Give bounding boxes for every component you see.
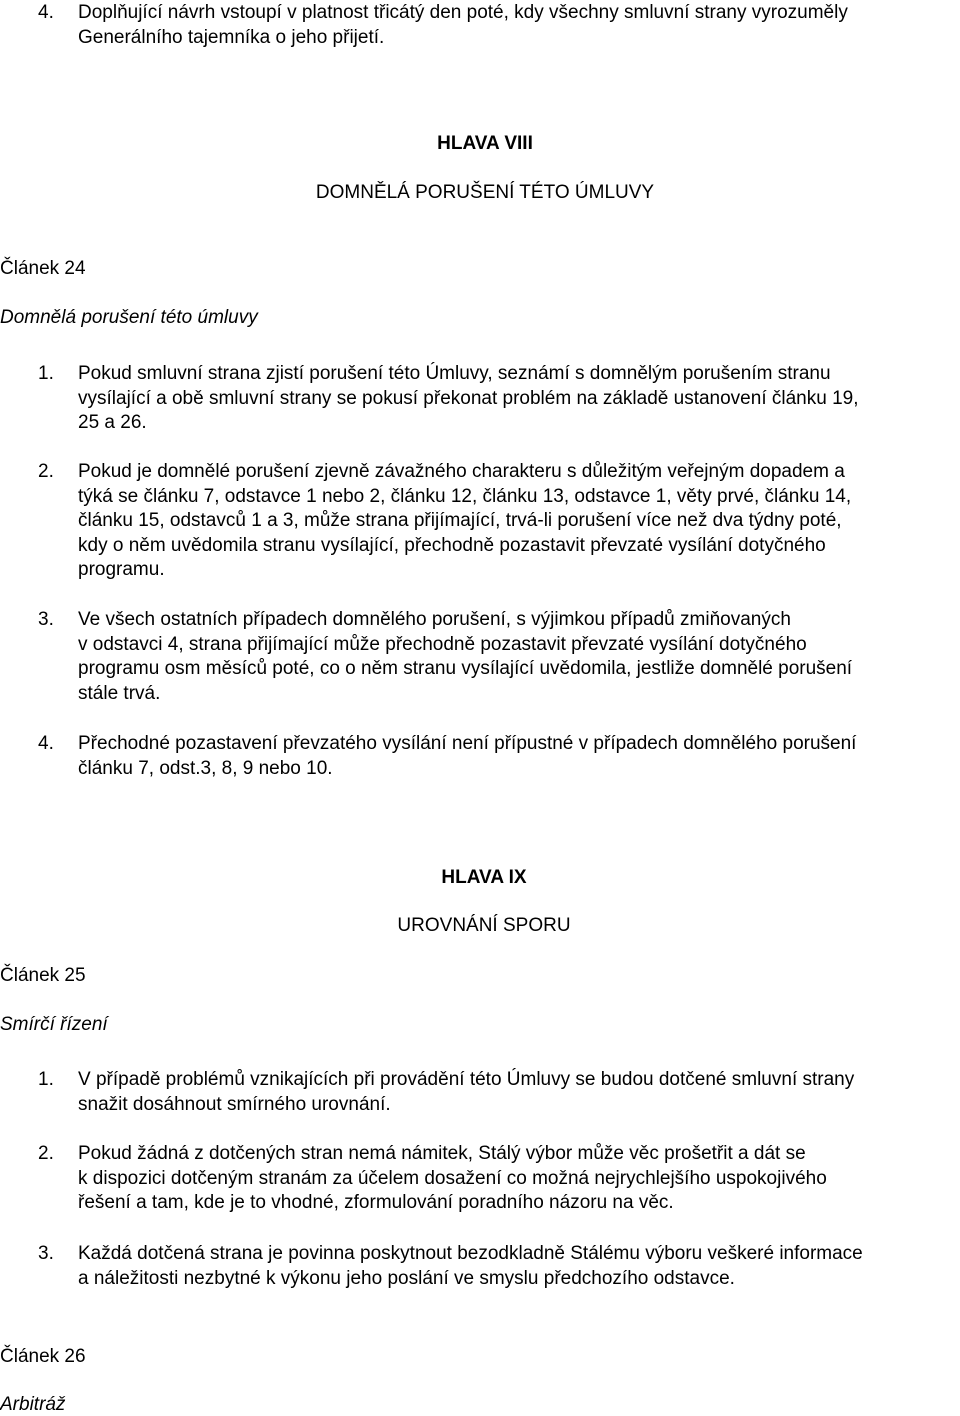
text-line: k dispozici dotčeným stranám za účelem dosažení co možná nejrychlejšího uspokojivého <box>78 1167 827 1189</box>
text-line: stále trvá. <box>78 682 161 704</box>
text-line: programu. <box>78 559 165 580</box>
text-line: a náležitosti nezbytné k výkonu jeho poslání ve smyslu předchozího odstavce. <box>78 1267 735 1289</box>
item-number: 2. <box>38 461 54 482</box>
text-line: snažit dosáhnout smírného urovnání. <box>78 1093 391 1115</box>
item-number: 4. <box>38 733 54 754</box>
item-text <box>78 608 960 706</box>
text-line: Pokud je domnělé porušení zjevně závažného charakteru s důležitým veřejným dopadem a <box>78 461 845 482</box>
chapter-heading: HLAVA VIII <box>437 133 533 154</box>
item-number: 2. <box>38 1143 54 1164</box>
text-line: Pokud smluvní strana zjistí porušení této Úmluvy, seznámí s domnělým porušením stranu <box>78 363 831 384</box>
text-line: Přechodné pozastavení převzatého vysílání není přípustné v případech domnělého porušení <box>78 733 857 754</box>
text-line: článku 7, odst.3, 8, 9 nebo 10. <box>78 757 333 779</box>
chapter-subtitle: DOMNĚLÁ PORUŠENÍ TÉTO ÚMLUVY <box>315 182 655 203</box>
item-text <box>78 460 960 583</box>
text-line: Pokud žádná z dotčených stran nemá námitek, Stálý výbor může věc prošetřit a dát se <box>78 1143 806 1164</box>
item-text <box>78 1242 960 1291</box>
text-line: článku 15, odstavců 1 a 3, může strana přijímající, trvá-li porušení více než dva týdny poté, <box>78 510 842 531</box>
article-label: Článek 26 <box>0 1346 86 1367</box>
article-title: Arbitráž <box>0 1394 66 1415</box>
text-line: řešení a tam, kde je to vhodné, zformulování poradního názoru na věc. <box>78 1192 674 1213</box>
item-number: 3. <box>38 1243 54 1264</box>
text-line: V případě problémů vznikajících při provádění této Úmluvy se budou dotčené smluvní strany <box>78 1069 855 1090</box>
item-text <box>78 1142 960 1216</box>
text-line: vysílající a obě smluvní strany se pokusí překonat problém na základě ustanovení článku 19, <box>78 387 859 409</box>
item-text <box>78 732 960 781</box>
chapter-heading: HLAVA IX <box>441 867 527 888</box>
text-line: Ve všech ostatních případech domnělého porušení, s výjimkou případů zmiňovaných <box>78 609 791 630</box>
article-title: Smírčí řízení <box>0 1014 108 1035</box>
chapter-subtitle: UROVNÁNÍ SPORU <box>397 915 571 936</box>
text-line: kdy o něm uvědomila stranu vysílající, přechodně pozastavit převzaté vysílání dotyčného <box>78 534 826 556</box>
text-line: 25 a 26. <box>78 412 147 433</box>
article-label: Článek 24 <box>0 258 86 279</box>
text-line: Doplňující návrh vstoupí v platnost třicátý den poté, kdy všechny smluvní strany vyrozuměly <box>78 2 848 23</box>
article-label: Článek 25 <box>0 965 86 986</box>
item-number: 1. <box>38 363 54 384</box>
text-line: Generálního tajemníka o jeho přijetí. <box>78 26 385 48</box>
item-text <box>78 362 960 436</box>
text-line: v odstavci 4, strana přijímající může přechodně pozastavit převzaté vysílání dotyčného <box>78 633 807 655</box>
item-text <box>78 1068 960 1117</box>
text-line: Každá dotčená strana je povinna poskytnout bezodkladně Stálému výboru veškeré informace <box>78 1243 863 1264</box>
text-line: týká se článku 7, odstavce 1 nebo 2, článku 12, článku 13, odstavce 1, věty prvé, článku 14, <box>78 485 852 507</box>
item-number: 4. <box>38 2 54 23</box>
item-number: 3. <box>38 609 54 630</box>
item-number: 1. <box>38 1069 54 1090</box>
article-title: Domnělá porušení této úmluvy <box>0 307 258 328</box>
text-line: programu osm měsíců poté, co o něm stranu vysílající uvědomila, jestliže domnělé porušení <box>78 658 853 679</box>
item-text <box>78 1 960 50</box>
